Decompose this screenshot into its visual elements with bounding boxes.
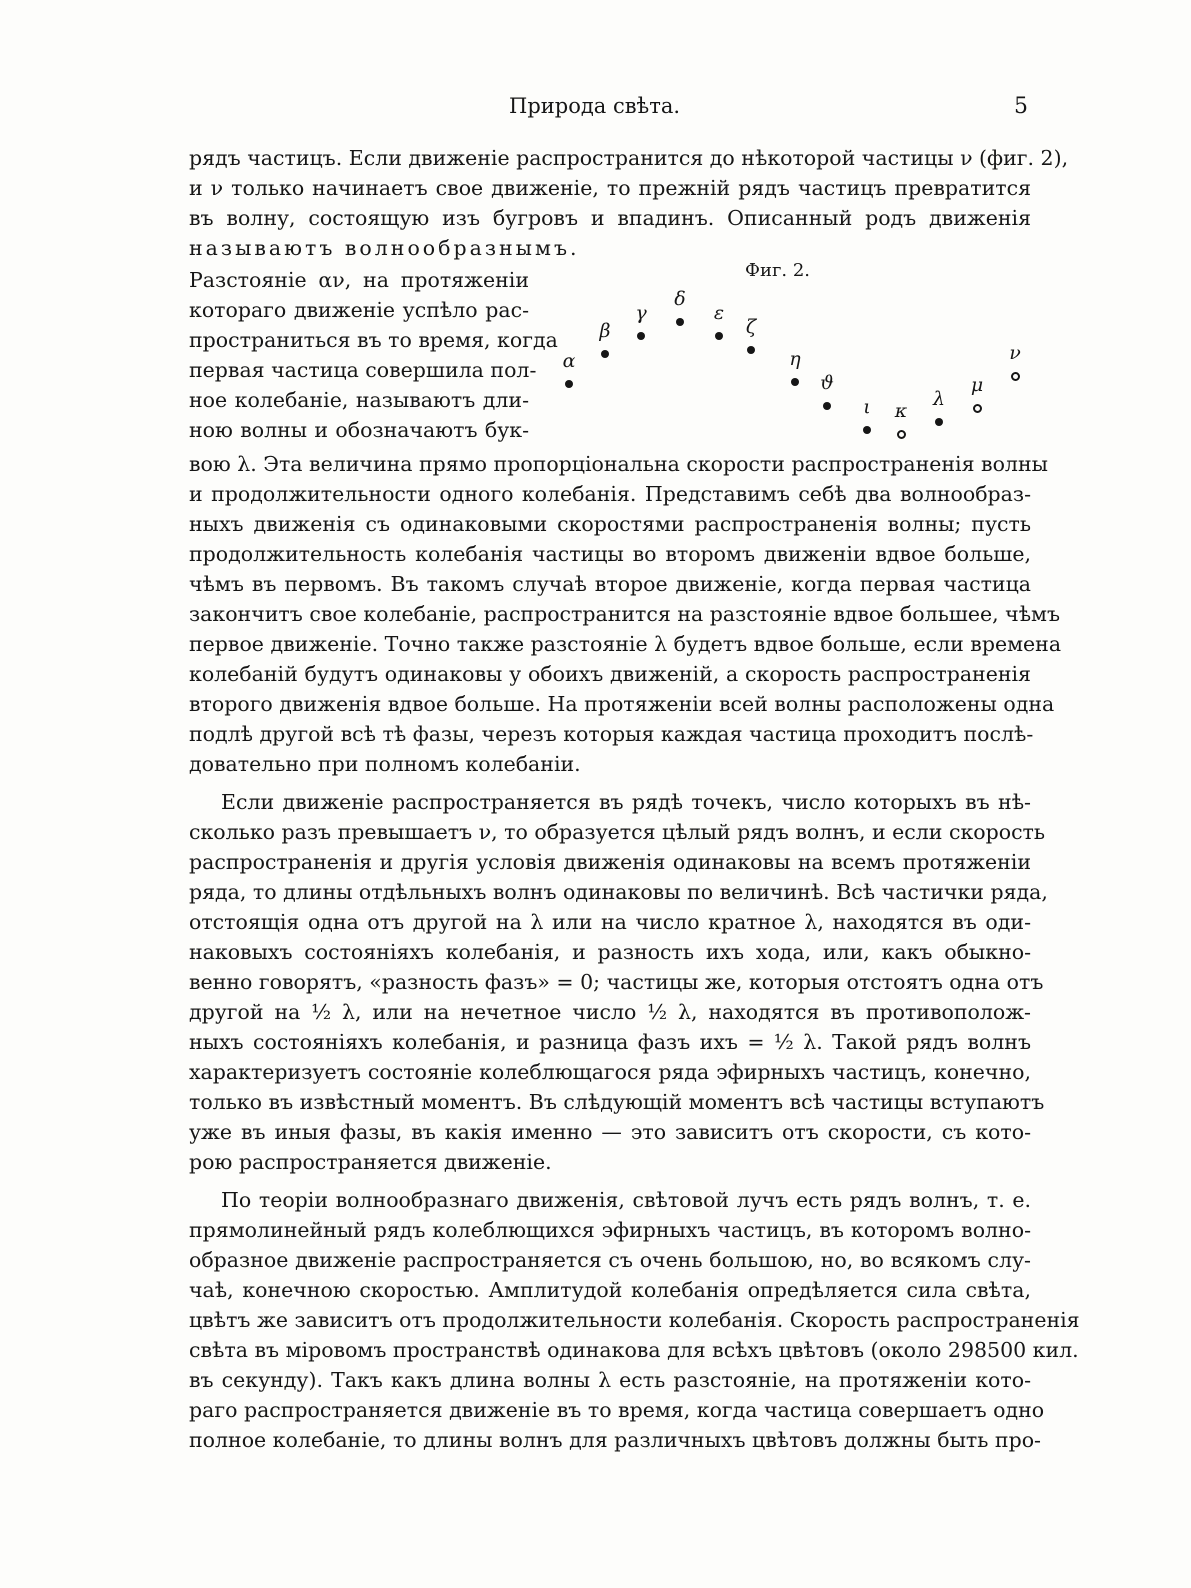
text-line: характеризуетъ состояніе колеблющагося ряда эфирныхъ частицъ, конечно,: [189, 1060, 1031, 1084]
point-label: μ: [970, 374, 984, 396]
text-line: и продолжительности одного колебанія. Представимъ себѣ два волнообраз-: [189, 482, 1031, 506]
text-line: прямолинейный рядъ колеблющихся эфирныхъ частицъ, въ которомъ волно-: [189, 1218, 1031, 1242]
point-dot: [973, 404, 982, 413]
point-label: γ: [635, 302, 647, 324]
text-line: По теоріи волнообразнаго движенія, свѣтовой лучъ есть рядъ волнъ, т. е.: [221, 1188, 1031, 1212]
text-line: въ секунду). Такъ какъ длина волны λ есть разстояніе, на протяженіи кото-: [189, 1368, 1031, 1392]
point-label: α: [562, 350, 576, 372]
text-line: ряда, то длины отдѣльныхъ волнъ одинаковы по величинѣ. Всѣ частички ряда,: [189, 880, 1048, 904]
text-line: первое движеніе. Точно также разстояніе λ будетъ вдвое больше, если времена: [189, 632, 1062, 656]
point-label: κ: [894, 400, 908, 422]
text-line: ною волны и обозначаютъ бук-: [189, 418, 529, 442]
point-alpha: [555, 350, 583, 400]
text-line: сколько разъ превышаетъ ν, то образуется цѣлый рядъ волнъ, и если скорость: [189, 820, 1046, 844]
text-line: первая частица совершила пол-: [189, 358, 537, 382]
point-label: ε: [713, 302, 725, 324]
figure-caption: Фиг. 2.: [745, 260, 810, 281]
point-label: η: [789, 348, 801, 370]
point-dot: [897, 430, 906, 439]
text-line: наковыхъ состояніяхъ колебанія, и разность ихъ хода, или, какъ обыкно-: [189, 940, 1031, 964]
text-line: въ волну, состоящую изъ бугровъ и впадинъ. Описанный родъ движенія: [189, 206, 1031, 230]
text-line: полное колебаніе, то длины волнъ для различныхъ цвѣтовъ должны быть про-: [189, 1428, 1041, 1452]
point-dot: [823, 402, 831, 410]
point-label: ζ: [745, 316, 757, 338]
text-line: отстоящія одна отъ другой на λ или на число кратное λ, находятся въ оди-: [189, 910, 1031, 934]
text-line: называютъ волнообразнымъ.: [189, 236, 580, 260]
point-nu: [1001, 342, 1029, 392]
text-line: Если движеніе распространяется въ рядѣ точекъ, число которыхъ въ нѣ-: [221, 790, 1031, 814]
figure-2: [555, 258, 1035, 438]
text-line: вою λ. Эта величина прямо пропорціональна скорости распространенія волны: [189, 452, 1048, 476]
text-line: ныхъ состояніяхъ колебанія, и разница фазъ ихъ = ½ λ. Такой рядъ волнъ: [189, 1030, 1031, 1054]
point-dot: [747, 346, 755, 354]
point-label: β: [599, 320, 611, 342]
point-lambda: [925, 388, 953, 438]
text-line: Разстояніе αν, на протяженіи: [189, 268, 529, 292]
text-line: колебаній будутъ одинаковы у обоихъ движеній, а скорость распространенія: [189, 662, 1031, 686]
point-epsilon: [705, 302, 733, 352]
text-line: ное колебаніе, называютъ дли-: [189, 388, 529, 412]
point-mu: [963, 374, 991, 424]
point-label: ϑ: [820, 372, 834, 394]
point-delta: [666, 288, 694, 338]
text-line: другой на ½ λ, или на нечетное число ½ λ, находятся въ противополож-: [189, 1000, 1031, 1024]
text-line: раго распространяется движеніе въ то время, когда частица совершаетъ одно: [189, 1398, 1045, 1422]
point-dot: [791, 378, 799, 386]
point-gamma: [627, 302, 655, 352]
text-line: только въ извѣстный моментъ. Въ слѣдующій моментъ всѣ частицы вступаютъ: [189, 1090, 1045, 1114]
text-line: чаѣ, конечною скоростью. Амплитудой колебанія опредѣляется сила свѣта,: [189, 1278, 1031, 1302]
text-line: второго движенія вдвое больше. На протяженіи всей волны расположены одна: [189, 692, 1055, 716]
text-line: образное движеніе распространяется съ очень большою, но, во всякомъ слу-: [189, 1248, 1031, 1272]
point-eta: [781, 348, 809, 398]
text-line: закончитъ свое колебаніе, распространится на разстояніе вдвое большее, чѣмъ: [189, 602, 1061, 626]
page-number: 5: [1014, 94, 1028, 119]
text-line: венно говорятъ, «разность фазъ» = 0; частицы же, которыя отстоятъ одна отъ: [189, 970, 1044, 994]
point-dot: [565, 380, 573, 388]
point-theta: [813, 372, 841, 422]
point-zeta: [737, 316, 765, 366]
text-line: рядъ частицъ. Если движеніе распространится до нѣкоторой частицы ν (фиг. 2),: [189, 146, 1069, 170]
text-line: пространиться въ то время, когда: [189, 328, 558, 352]
text-line: подлѣ другой всѣ тѣ фазы, черезъ которыя каждая частица проходитъ послѣ-: [189, 722, 1034, 746]
point-dot: [637, 332, 645, 340]
point-dot: [676, 318, 684, 326]
text-line: рою распространяется движеніе.: [189, 1150, 552, 1174]
text-line: цвѣтъ же зависитъ отъ продолжительности колебанія. Скорость распространенія: [189, 1308, 1080, 1332]
point-label: δ: [674, 288, 686, 310]
point-kappa: [887, 400, 915, 450]
running-title: Природа свѣта.: [509, 94, 681, 118]
text-line: довательно при полномъ колебаніи.: [189, 752, 581, 776]
point-dot: [863, 426, 871, 434]
text-line: распространенія и другія условія движенія одинаковы на всемъ протяженіи: [189, 850, 1031, 874]
text-line: котораго движеніе успѣло рас-: [189, 298, 529, 322]
text-line: и ν только начинаетъ свое движеніе, то прежній рядъ частицъ превратится: [189, 176, 1031, 200]
text-line: свѣта въ міровомъ пространствѣ одинакова для всѣхъ цвѣтовъ (около 298500 кил.: [189, 1338, 1079, 1362]
text-line: продолжительность колебанія частицы во второмъ движеніи вдвое больше,: [189, 542, 1031, 566]
point-label: ν: [1009, 342, 1021, 364]
point-label: λ: [932, 388, 946, 410]
running-head: [0, 90, 1191, 130]
point-beta: [591, 320, 619, 370]
point-dot: [1011, 372, 1020, 381]
point-iota: [853, 396, 881, 446]
point-dot: [715, 332, 723, 340]
text-line: ныхъ движенія съ одинаковыми скоростями распространенія волны; пусть: [189, 512, 1031, 536]
text-line: чѣмъ въ первомъ. Въ такомъ случаѣ второе движеніе, когда первая частица: [189, 572, 1031, 596]
point-label: ι: [863, 396, 871, 418]
point-dot: [601, 350, 609, 358]
text-line: уже въ иныя фазы, въ какія именно — это зависитъ отъ скорости, съ кото-: [189, 1120, 1031, 1144]
point-dot: [935, 418, 943, 426]
